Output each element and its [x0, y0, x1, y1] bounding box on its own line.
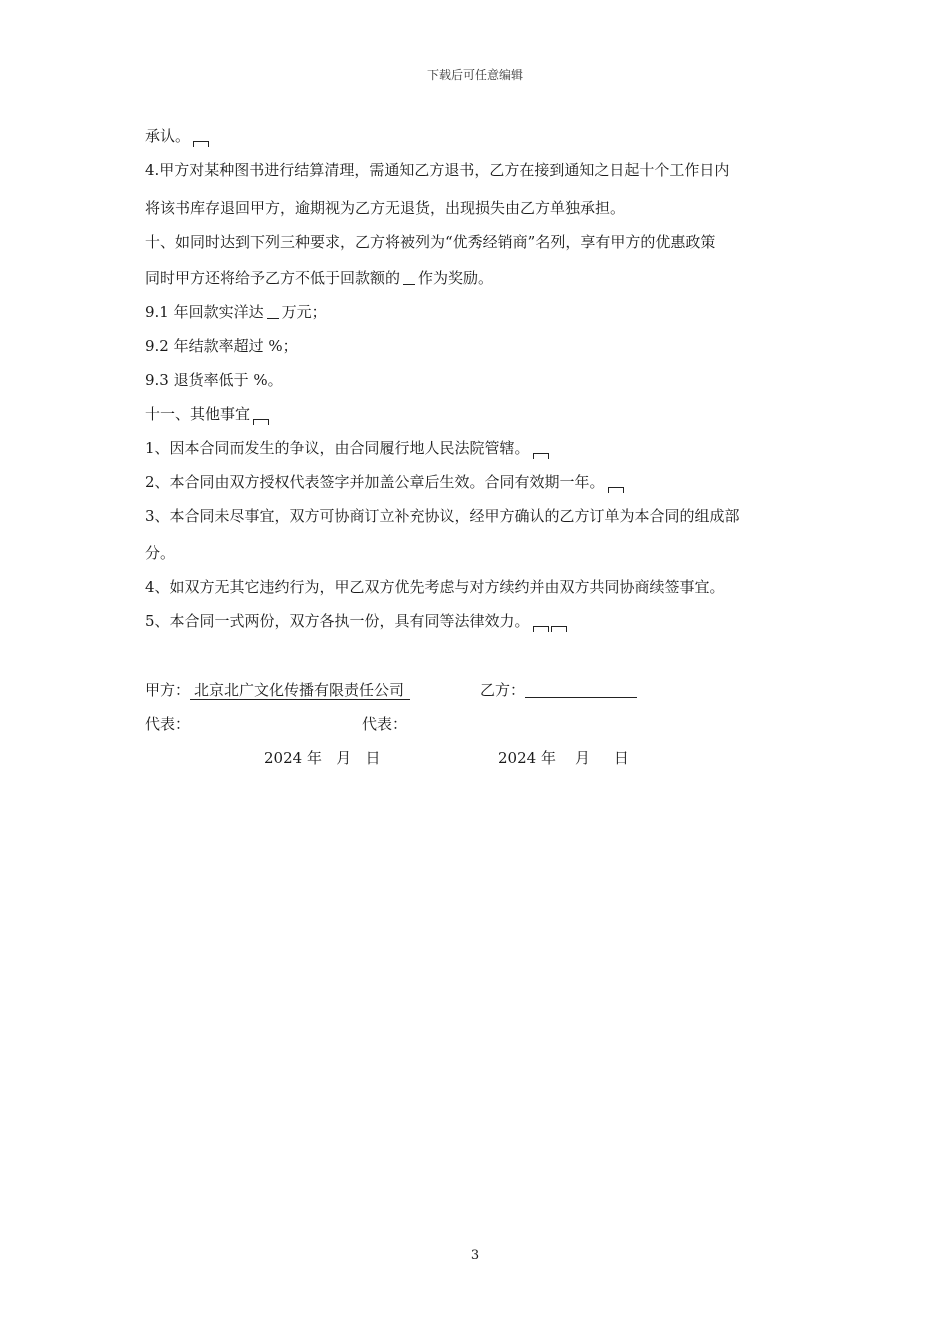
clause-line: 3、本合同未尽事宜，双方可协商订立补充协议，经甲方确认的乙方订单为本合同的组成部 [145, 507, 740, 525]
paragraph-mark-icon [533, 453, 549, 459]
clause-line [145, 472, 624, 493]
clause-text: 9.1 年回款实洋达 [145, 303, 264, 321]
party-a-row [145, 680, 410, 700]
party-a-label: 甲方： [145, 681, 191, 699]
clause-line: 十、如同时达到下列三种要求，乙方将被列为“优秀经销商”名列，享有甲方的优惠政策 [145, 233, 716, 251]
clause-text: 1、因本合同而发生的争议，由合同履行地人民法院管辖。 [145, 439, 530, 457]
clause-line [145, 438, 549, 459]
clause-line: 4、如双方无其它违约行为，甲乙双方优先考虑与对方续约并由双方共同协商续签事宜。 [145, 578, 725, 596]
clause-text: 2、本合同由双方授权代表签字并加盖公章后生效。合同有效期一年。 [145, 473, 605, 491]
clause-line [145, 611, 567, 632]
clause-line: 4.甲方对某种图书进行结算清理，需通知乙方退书，乙方在接到通知之日起十个工作日内 [145, 161, 730, 179]
clause-text: 同时甲方还将给予乙方不低于回款额的 [145, 269, 401, 287]
paragraph-mark-icon [253, 419, 269, 425]
paragraph-mark-icon [193, 141, 209, 147]
clause-text: 作为奖励。 [418, 269, 494, 287]
party-b-name-blank [525, 681, 637, 698]
clause-line: 9.3 退货率低于 %。 [145, 371, 283, 389]
party-b-label: 乙方： [480, 681, 526, 699]
clause-text: 承认。 [145, 127, 191, 145]
clause-text: 5、本合同一式两份，双方各执一份，具有同等法律效力。 [145, 612, 530, 630]
clause-line [145, 302, 327, 322]
fill-blank [403, 270, 415, 285]
clause-line [145, 126, 209, 147]
page-number: 3 [470, 1248, 480, 1263]
paragraph-mark-icon [551, 626, 567, 632]
fill-blank [267, 304, 279, 319]
party-b-row [480, 680, 637, 700]
date-b: 2024 年 月 日 [498, 749, 629, 767]
page-header: 下载后可任意编辑 [426, 68, 523, 82]
party-a-name: 北京北广文化传播有限责任公司 [190, 681, 410, 700]
clause-text: 十一、其他事宜 [145, 405, 251, 423]
clause-text: 万元； [281, 303, 327, 321]
date-a: 2024 年 月 日 [264, 749, 381, 767]
paragraph-mark-icon [533, 626, 549, 632]
clause-line: 将该书库存退回甲方，逾期视为乙方无退货，出现损失由乙方单独承担。 [145, 199, 626, 217]
clause-line: 分。 [145, 544, 176, 562]
rep-b-label: 代表： [362, 715, 408, 733]
section-heading [145, 404, 269, 425]
paragraph-mark-icon [608, 487, 624, 493]
clause-line [145, 268, 493, 288]
clause-line: 9.2 年结款率超过 %； [145, 337, 298, 355]
rep-a-label: 代表： [145, 715, 191, 733]
